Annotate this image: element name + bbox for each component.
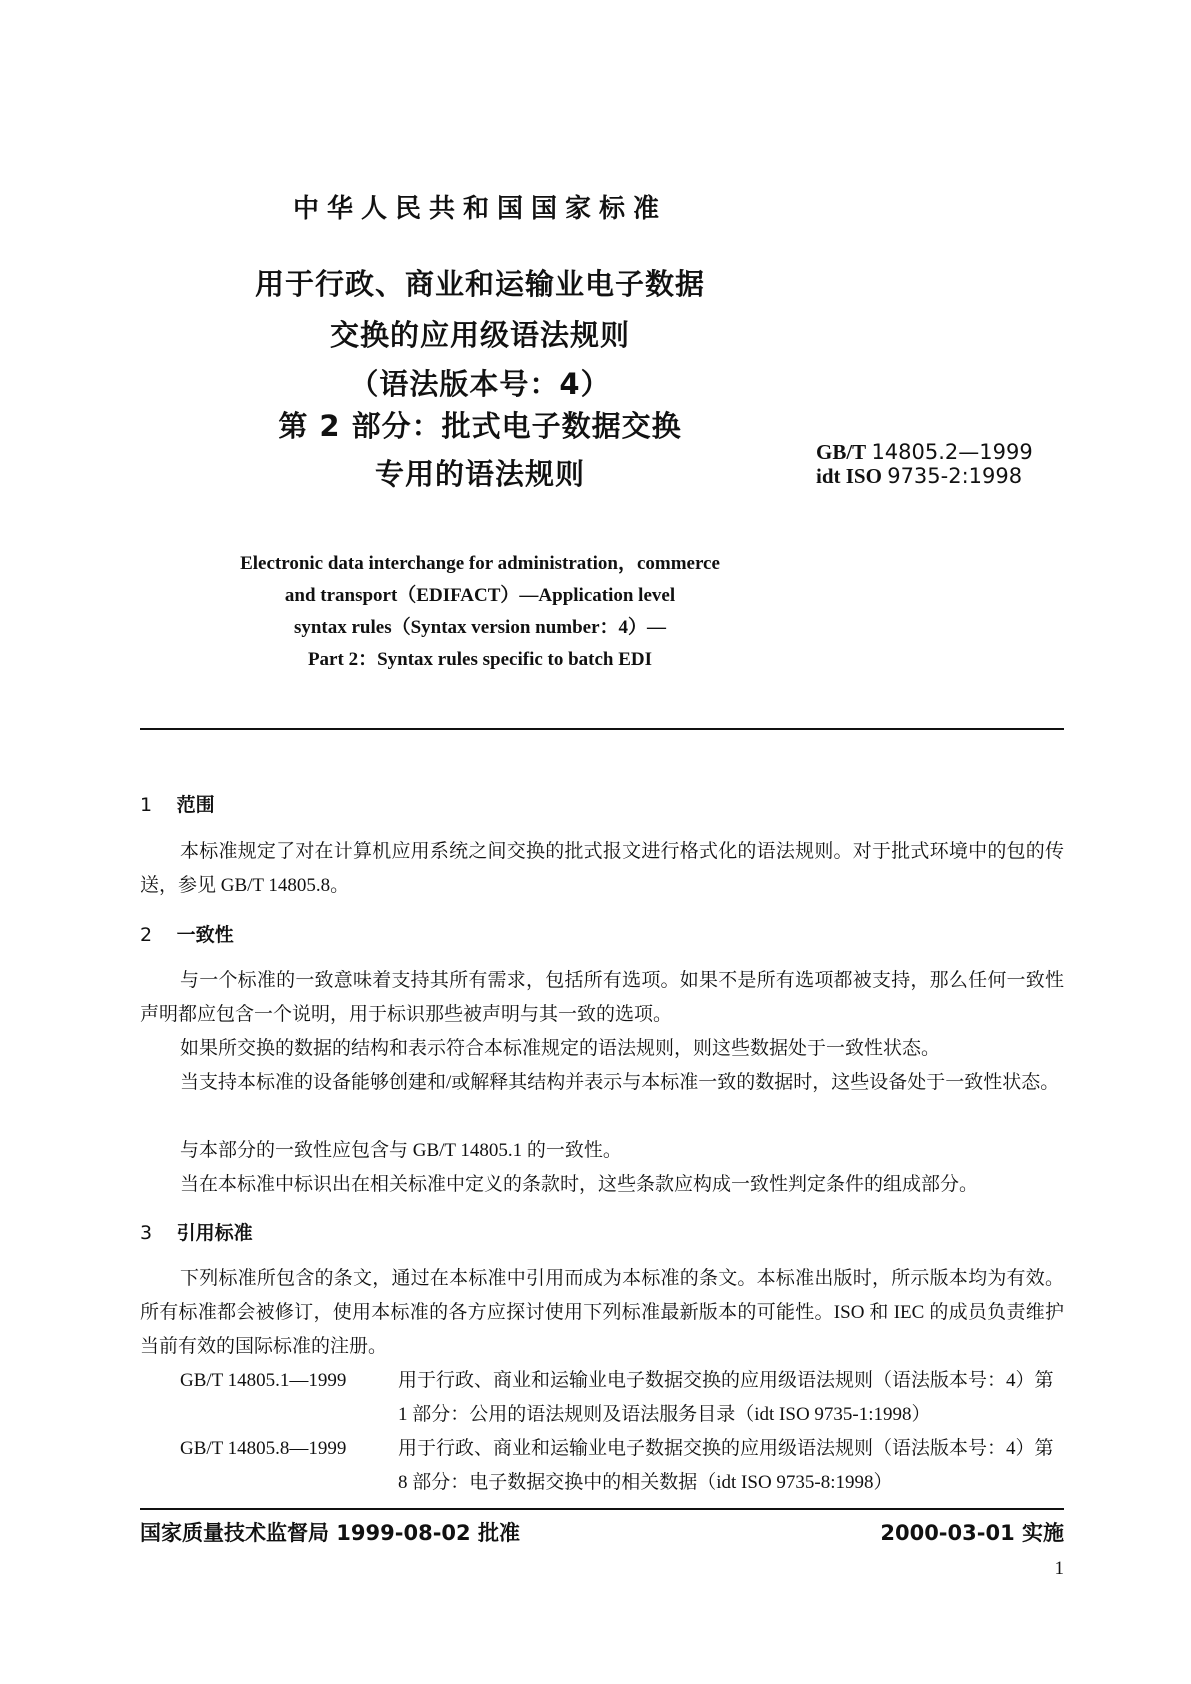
- section-heading-normative-references: [140, 1218, 253, 1245]
- idt-code-prefix: idt ISO: [816, 464, 882, 488]
- idt-code-number: 9735-2:1998: [887, 464, 1023, 488]
- paragraph: 下列标准所包含的条文，通过在本标准中引用而成为本标准的条文。本标准出版时，所示版本均为有效。所有标准都会被修订，使用本标准的各方应探讨使用下列标准最新版本的可能性。ISO 和 IEC 的成员负责维护当前有效的国际标准的注册。: [140, 1268, 1064, 1357]
- title-line-5: 专用的语法规则: [374, 457, 585, 491]
- paragraph: 当在本标准中标识出在相关标准中定义的条款时，这些条款应构成一致性判定条件的组成部分。: [180, 1174, 979, 1195]
- standard-code-prefix: GB/T: [816, 440, 867, 464]
- section-title: 引用标准: [176, 1222, 253, 1244]
- effective-date: 2000-03-01 实施: [880, 1521, 1064, 1545]
- english-title-line-4: Part 2：Syntax rules specific to batch EDI: [307, 649, 653, 670]
- paragraph: 与一个标准的一致意味着支持其所有需求，包括所有选项。如果不是所有选项都被支持，那么任何一致性声明都应包含一个说明，用于标识那些被声明与其一致的选项。: [140, 970, 1064, 1025]
- english-title-line-2: and transport（EDIFACT）—Application level: [284, 585, 676, 606]
- section-number: 3: [140, 1222, 153, 1244]
- page-number: 1: [1054, 1558, 1064, 1579]
- english-title-line-1: Electronic data interchange for administration，commerce: [240, 553, 720, 574]
- paragraph: 当支持本标准的设备能够创建和/或解释其结构并表示与本标准一致的数据时，这些设备处于一致性状态。: [180, 1072, 1060, 1093]
- title-line-4: 第 2 部分：批式电子数据交换: [278, 409, 682, 443]
- paragraph: 与本部分的一致性应包含与 GB/T 14805.1 的一致性。: [180, 1140, 622, 1161]
- paragraph: 本标准规定了对在计算机应用系统之间交换的批式报文进行格式化的语法规则。对于批式环境中的包的传送，参见 GB/T 14805.8。: [140, 841, 1064, 896]
- reference-title: 用于行政、商业和运输业电子数据交换的应用级语法规则（语法版本号：4）第 1 部分：公用的语法规则及语法服务目录（idt ISO 9735-1:1998）: [398, 1370, 1054, 1425]
- section-title: 范围: [176, 794, 215, 816]
- header-divider: [140, 728, 1064, 730]
- standard-code-number: 14805.2—1999: [871, 440, 1033, 464]
- footer-divider: [140, 1508, 1064, 1510]
- english-title-line-3: syntax rules（Syntax version number：4）—: [293, 617, 667, 638]
- section-title: 一致性: [176, 924, 234, 946]
- title-line-2: 交换的应用级语法规则: [329, 318, 630, 352]
- reference-code: GB/T 14805.8—1999: [180, 1438, 347, 1459]
- section-heading-scope: [140, 790, 215, 817]
- paragraph: 如果所交换的数据的结构和表示符合本标准规定的语法规则，则这些数据处于一致性状态。: [180, 1038, 941, 1059]
- standard-code: [816, 440, 1033, 465]
- national-standard-label: 中华人民共和国国家标准: [292, 194, 667, 224]
- section-number: 2: [140, 924, 153, 946]
- approval-date: 国家质量技术监督局 1999-08-02 批准: [140, 1521, 520, 1545]
- idt-code: [816, 464, 1022, 489]
- reference-title: 用于行政、商业和运输业电子数据交换的应用级语法规则（语法版本号：4）第 8 部分：电子数据交换中的相关数据（idt ISO 9735-8:1998）: [398, 1438, 1054, 1493]
- title-line-1: 用于行政、商业和运输业电子数据: [254, 267, 705, 301]
- title-line-3: （语法版本号：4）: [349, 367, 611, 401]
- reference-code: GB/T 14805.1—1999: [180, 1370, 347, 1391]
- section-heading-conformance: [140, 920, 234, 947]
- section-number: 1: [140, 794, 153, 816]
